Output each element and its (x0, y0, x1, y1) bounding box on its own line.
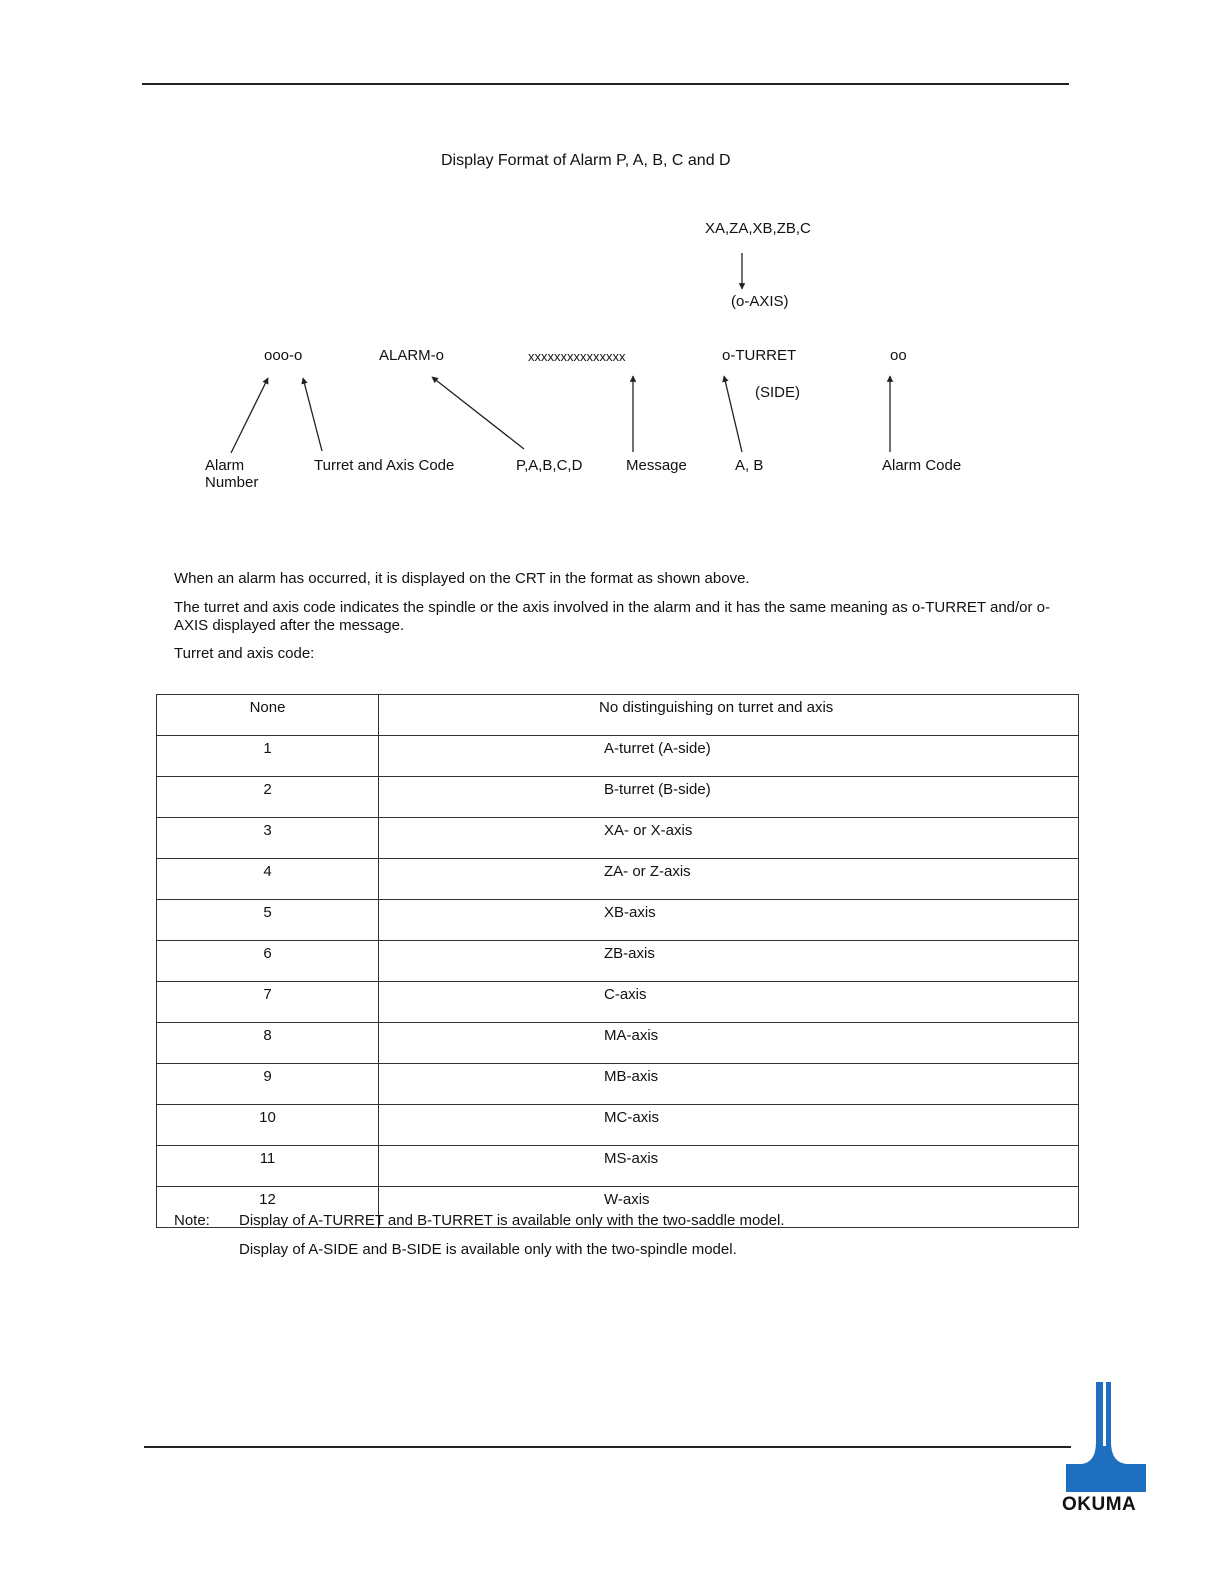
note-line-2: Display of A-SIDE and B-SIDE is available only with the two-spindle model. (239, 1241, 737, 1258)
row-meaning: ZA- or Z-axis (379, 859, 1079, 900)
turret-axis-code-label: Turret and Axis Code (314, 457, 455, 474)
row-meaning: MA-axis (379, 1023, 1079, 1064)
row-code: 2 (157, 777, 379, 818)
row-meaning: XA- or X-axis (379, 818, 1079, 859)
alarm-type-field: ALARM-o (379, 347, 445, 364)
row-meaning: B-turret (B-side) (379, 777, 1079, 818)
message-field: xxxxxxxxxxxxxxx (528, 349, 626, 364)
row-code: 4 (157, 859, 379, 900)
side-label: (SIDE) (755, 384, 800, 401)
axis-options-label: XA,ZA,XB,ZB,C (705, 220, 811, 237)
header-rule (142, 83, 1069, 85)
page-title: Display Format of Alarm P, A, B, C and D (441, 152, 731, 169)
table-row (157, 777, 1079, 818)
row-code: 11 (157, 1146, 379, 1187)
table-row (157, 1064, 1079, 1105)
turret-axis-code-table (156, 694, 1079, 1228)
alarm-code-label: Alarm Code (882, 457, 962, 474)
header-meaning: No distinguishing on turret and axis (379, 695, 1079, 736)
row-code: 1 (157, 736, 379, 777)
row-meaning: MB-axis (379, 1064, 1079, 1105)
axis-field-label: (o-AXIS) (731, 293, 789, 310)
row-meaning: MS-axis (379, 1146, 1079, 1187)
table-row (157, 736, 1079, 777)
arrow-alarm-types (432, 377, 524, 449)
table-row (157, 1105, 1079, 1146)
table-row (157, 941, 1079, 982)
table-row (157, 982, 1079, 1023)
alarm-code-field: oo (890, 347, 907, 364)
note-label: Note: (174, 1212, 210, 1229)
row-meaning: C-axis (379, 982, 1079, 1023)
alarm-number-field: ooo-o (264, 347, 303, 364)
okuma-logo-text: OKUMA (1062, 1494, 1137, 1515)
row-code: 10 (157, 1105, 379, 1146)
table-row (157, 818, 1079, 859)
row-code: 9 (157, 1064, 379, 1105)
row-meaning: A-turret (A-side) (379, 736, 1079, 777)
alarm-number-label: Alarm Number (205, 457, 259, 491)
row-code: 3 (157, 818, 379, 859)
row-code: 8 (157, 1023, 379, 1064)
body-paragraph-1: When an alarm has occurred, it is displayed on the CRT in the format as shown above. (174, 570, 750, 587)
turret-field: o-TURRET (722, 347, 797, 364)
row-code: 7 (157, 982, 379, 1023)
table-row (157, 900, 1079, 941)
row-meaning: W-axis (379, 1187, 1079, 1228)
row-meaning: MC-axis (379, 1105, 1079, 1146)
message-label: Message (626, 457, 687, 474)
note-line-1: Display of A-TURRET and B-TURRET is available only with the two-saddle model. (239, 1212, 785, 1229)
row-code: 12 (157, 1187, 379, 1228)
arrow-alarm-number (231, 378, 268, 453)
turret-values-label: A, B (735, 457, 764, 474)
body-paragraph-2: The turret and axis code indicates the spindle or the axis involved in the alarm and it has the same meaning as o-TURRET and/or o-AXIS displayed after the message. (174, 599, 1051, 634)
footer-rule (144, 1446, 1071, 1448)
header-code: None (157, 695, 379, 736)
alarm-types-label: P,A,B,C,D (516, 457, 583, 474)
table-row (157, 859, 1079, 900)
row-code: 5 (157, 900, 379, 941)
row-code: 6 (157, 941, 379, 982)
table-row (157, 1146, 1079, 1187)
arrow-turret-values (724, 376, 742, 452)
arrow-turret-axis-code (303, 378, 322, 451)
table-header-row (157, 695, 1079, 736)
row-meaning: ZB-axis (379, 941, 1079, 982)
row-meaning: XB-axis (379, 900, 1079, 941)
table-row (157, 1023, 1079, 1064)
body-paragraph-3: Turret and axis code: (174, 645, 315, 662)
